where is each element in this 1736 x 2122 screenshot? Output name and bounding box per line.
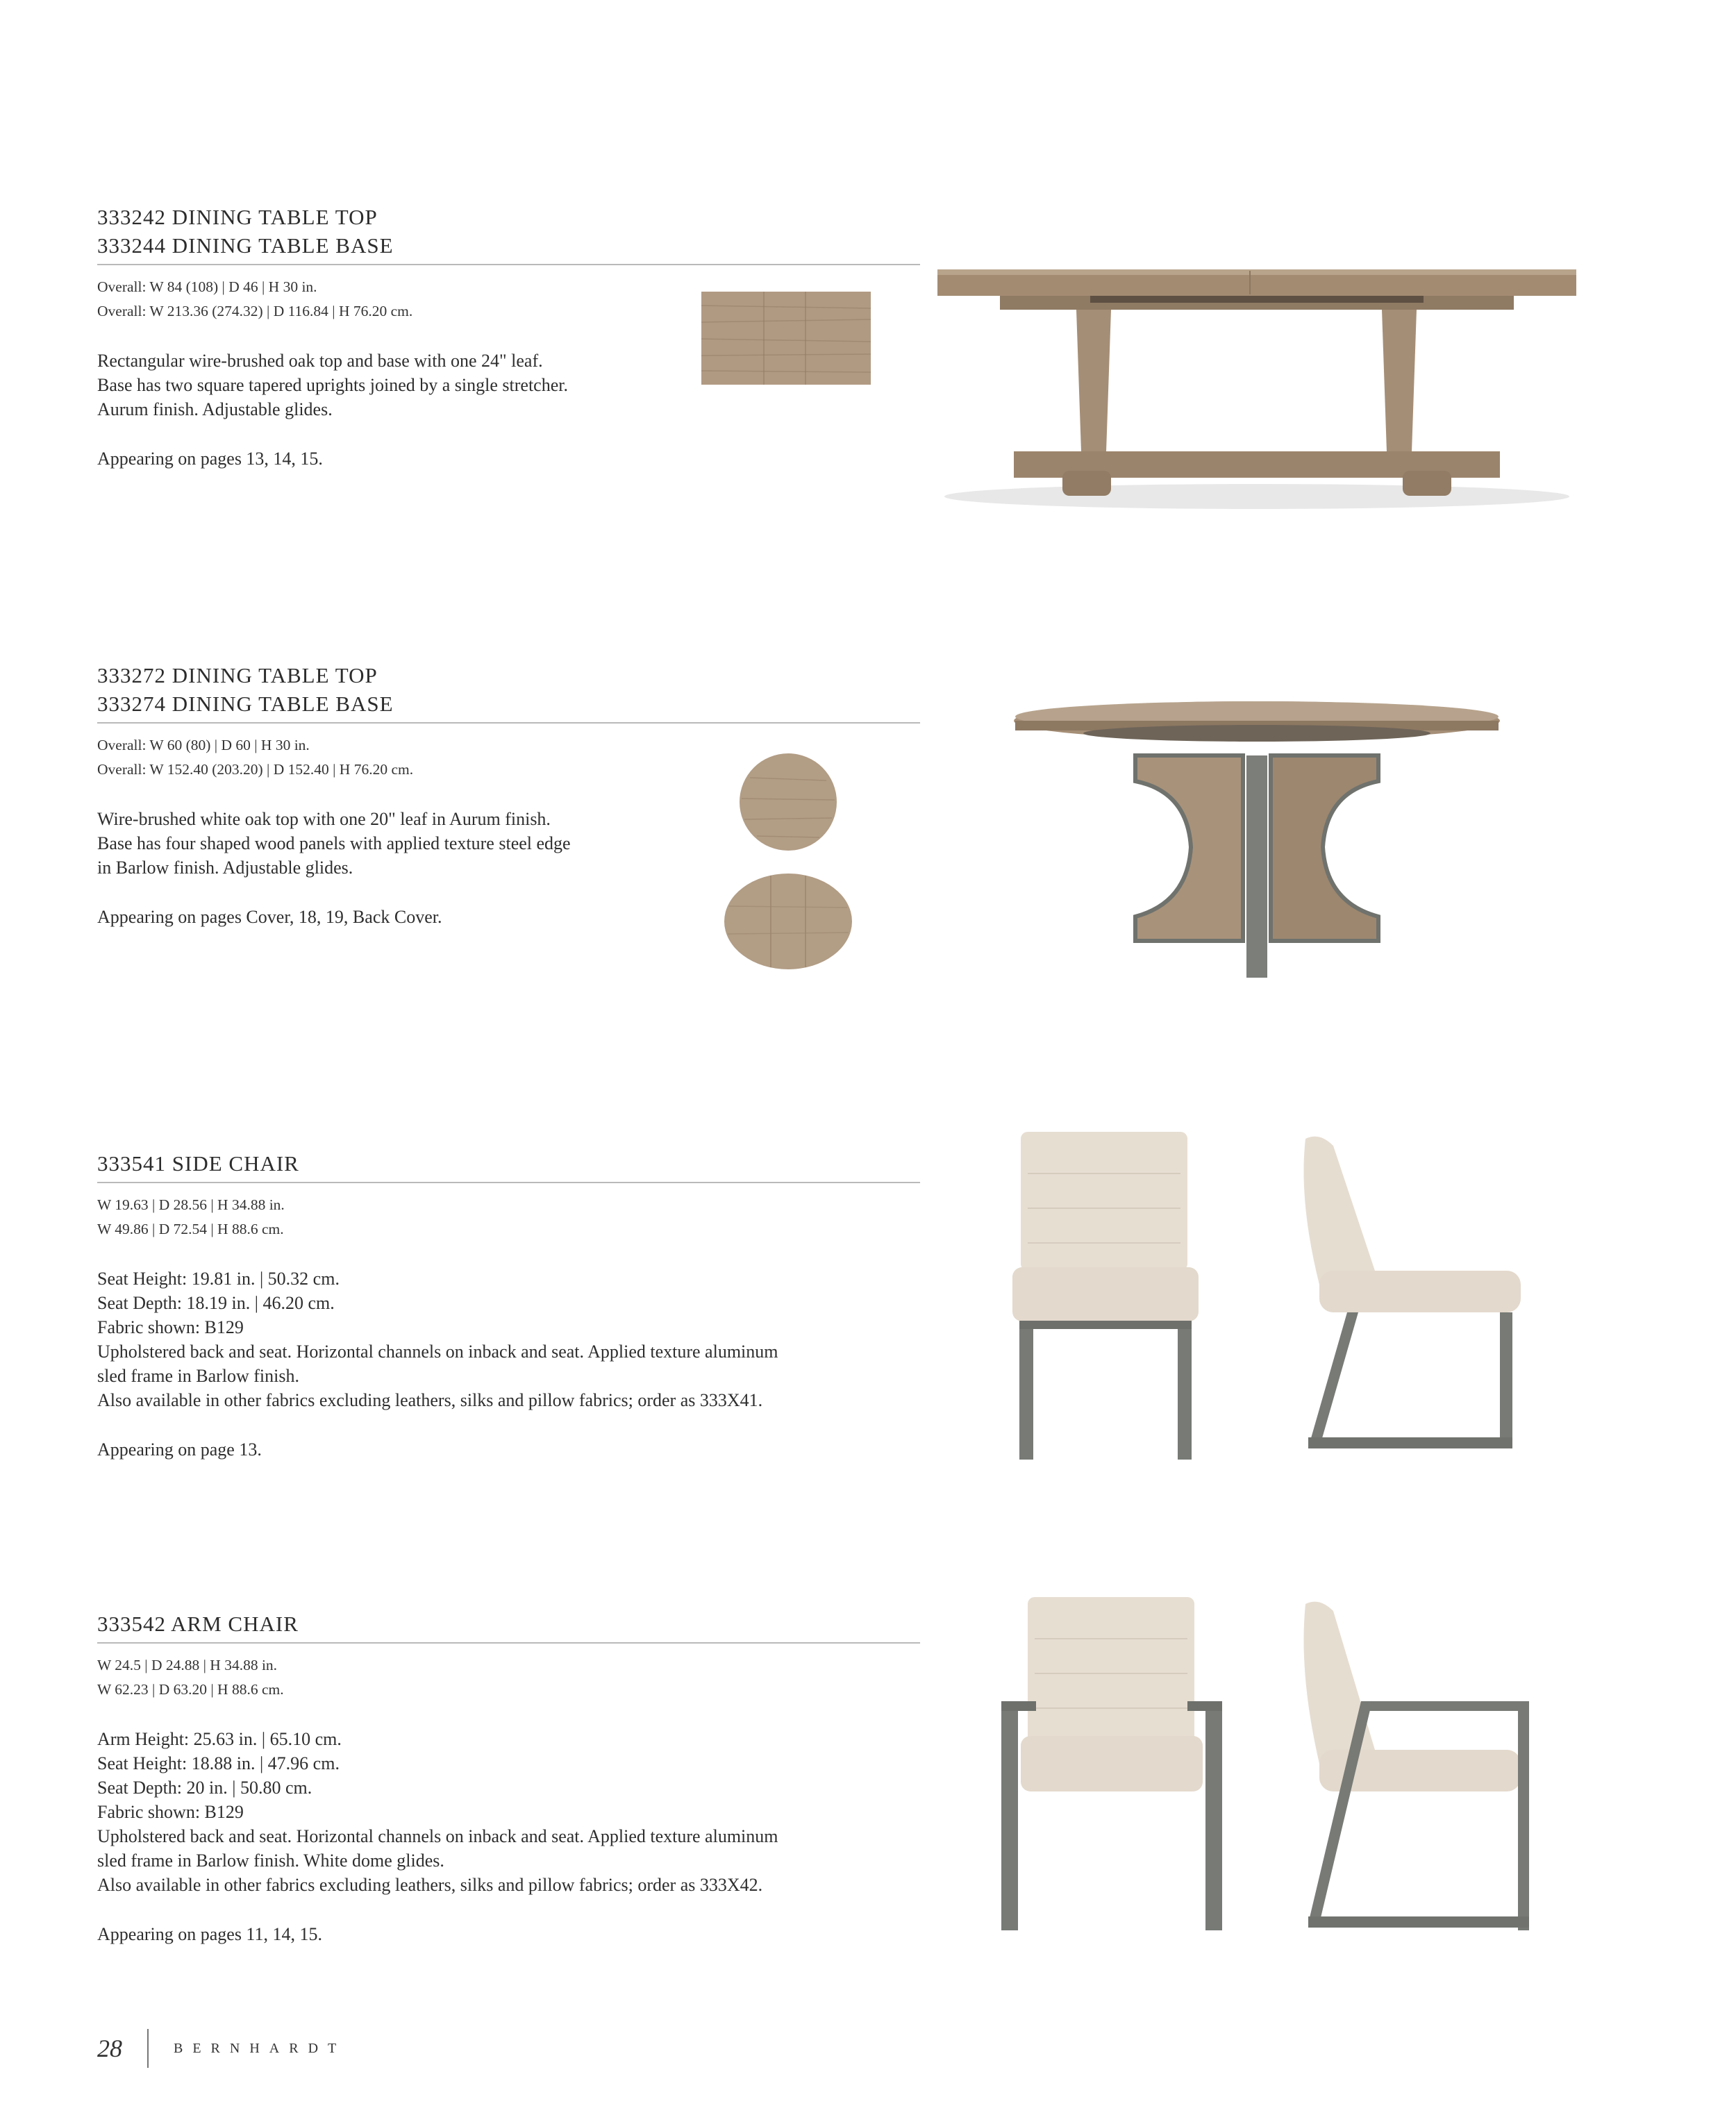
description: Seat Height: 19.81 in. | 50.32 cm. Seat Depth: 18.19 in. | 46.20 cm. Fabric shown: B129 Upholstered back and seat. Horizontal channels on inback and seat. Applied texture aluminum sled frame in Barlow finish. Also available in other fabrics excluding leathers, silks and pillow fabrics; order as 333X41. bbox=[97, 1269, 778, 1410]
product-title: 333542 ARM CHAIR bbox=[97, 1612, 299, 1636]
table-top-thumbnail bbox=[701, 292, 871, 385]
divider bbox=[97, 264, 920, 265]
page-footer bbox=[97, 2028, 346, 2069]
dimensions: Overall: W 84 (108) | D 46 | H 30 in. Overall: W 213.36 (274.32) | D 116.84 | H 76.20 cm. bbox=[97, 278, 413, 319]
page-number: 28 bbox=[97, 2035, 122, 2062]
divider bbox=[97, 722, 920, 724]
oval-top-thumbnail bbox=[722, 871, 854, 972]
product-title: 333272 DINING TABLE TOP 333274 DINING TABLE BASE bbox=[97, 663, 394, 716]
description: Arm Height: 25.63 in. | 65.10 cm. Seat Height: 18.88 in. | 47.96 cm. Seat Depth: 20 in. | 50.80 cm. Fabric shown: B129 Upholstered back and seat. Horizontal channels on inback and seat. Applied texture aluminum sled frame in Barlow finish. White dome glides. Also available in other fabrics excluding leathers, silks and pillow fabrics; order as 333X42. bbox=[97, 1729, 778, 1895]
arm-chair-front-image bbox=[993, 1597, 1236, 1944]
round-top-thumbnail bbox=[736, 750, 840, 854]
divider bbox=[97, 1182, 920, 1183]
section-arm-chair bbox=[97, 1610, 920, 1946]
rectangular-dining-table-image bbox=[924, 250, 1604, 514]
section-side-chair bbox=[97, 1149, 920, 1462]
arm-chair-side-image bbox=[1292, 1597, 1542, 1944]
divider bbox=[97, 1642, 920, 1644]
product-title: 333242 DINING TABLE TOP 333244 DINING TABLE BASE bbox=[97, 205, 394, 258]
appearing-pages: Appearing on pages 11, 14, 15. bbox=[97, 1924, 322, 1944]
brand-name: BERNHARDT bbox=[174, 2040, 347, 2056]
appearing-pages: Appearing on pages 13, 14, 15. bbox=[97, 449, 323, 469]
side-chair-side-image bbox=[1292, 1132, 1528, 1472]
appearing-pages: Appearing on page 13. bbox=[97, 1439, 262, 1460]
dimensions: W 24.5 | D 24.88 | H 34.88 in. W 62.23 | D 63.20 | H 88.6 cm. bbox=[97, 1657, 284, 1698]
side-chair-front-image bbox=[1007, 1132, 1215, 1472]
round-dining-table-image bbox=[1000, 694, 1514, 993]
description: Wire-brushed white oak top with one 20" leaf in Aurum finish. Base has four shaped wood panels with applied texture steel edge in Barlow finish. Adjustable glides. bbox=[97, 809, 571, 878]
product-title: 333541 SIDE CHAIR bbox=[97, 1151, 299, 1176]
dimensions: W 19.63 | D 28.56 | H 34.88 in. W 49.86 | D 72.54 | H 88.6 cm. bbox=[97, 1196, 285, 1237]
description: Rectangular wire-brushed oak top and base with one 24" leaf. Base has two square tapered uprights joined by a single stretcher. Aurum finish. Adjustable glides. bbox=[97, 351, 568, 419]
appearing-pages: Appearing on pages Cover, 18, 19, Back Cover. bbox=[97, 907, 442, 927]
footer-divider bbox=[147, 2029, 149, 2068]
dimensions: Overall: W 60 (80) | D 60 | H 30 in. Overall: W 152.40 (203.20) | D 152.40 | H 76.20 cm. bbox=[97, 737, 414, 778]
